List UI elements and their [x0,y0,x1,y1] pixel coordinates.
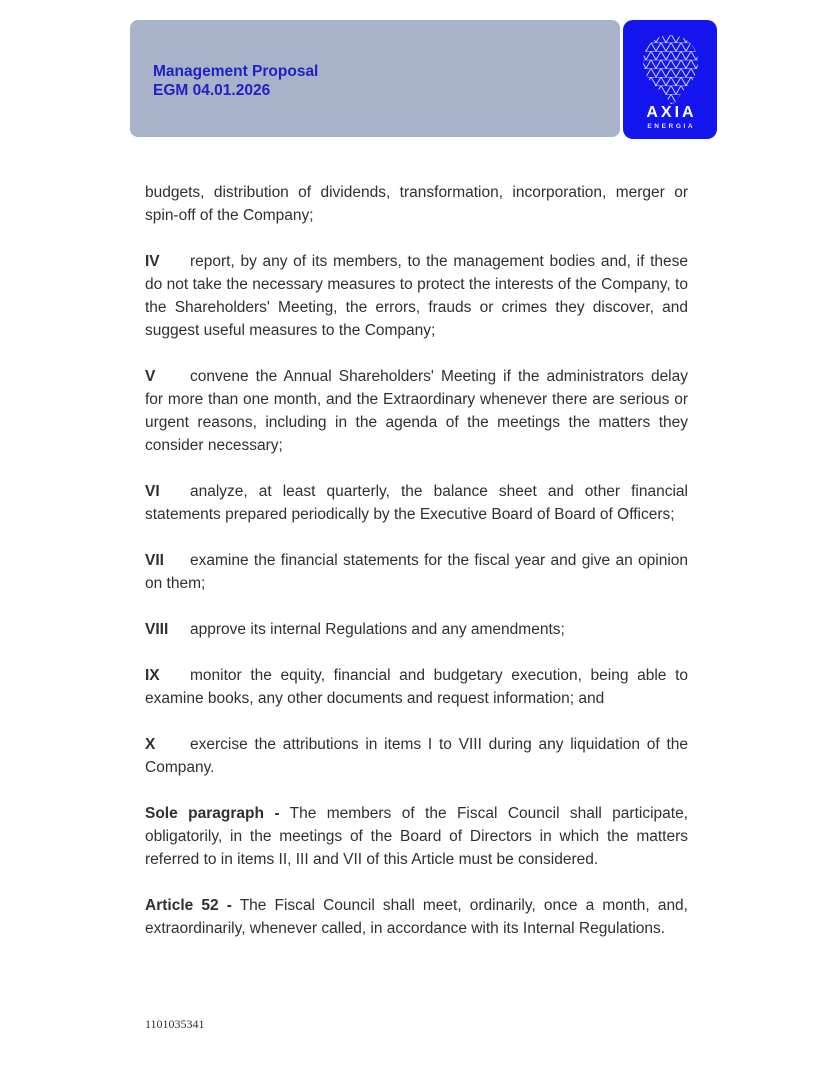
header-banner [130,20,620,137]
paragraph-text: The Fiscal Council shall meet, ordinarily, once a month, and, extraordinarily, whenever called, in accordance with its Internal Regulations. [145,897,688,937]
item-text: examine the financial statements for the fiscal year and give an opinion on them; [145,552,688,592]
company-logo [623,20,717,139]
logo-brand-text: AXIA [646,104,697,121]
geodesic-sphere-icon [641,34,700,105]
list-item-v [145,365,688,457]
continuation-paragraph: budgets, distribution of dividends, transformation, incorporation, merger or spin-off of the Company; [145,184,688,224]
item-numeral: VIII [145,621,169,638]
footer-code: 1101035341 [145,1017,205,1031]
item-text: analyze, at least quarterly, the balance sheet and other financial statements prepared periodically by the Executive Board of Board of Officers; [145,483,688,523]
item-numeral: VI [145,483,160,500]
article-52-paragraph [145,894,688,940]
list-item-vii [145,549,688,595]
paragraph-lead: Article 52 - [145,897,232,914]
logo-subtext: ENERGIA [647,123,696,130]
item-numeral: VII [145,552,164,569]
item-text: convene the Annual Shareholders' Meeting if the administrators delay for more than one month, and the Extraordinary whenever there are serious or urgent reasons, including in the agenda of the meetings the matters they consider necessary; [145,368,688,454]
paragraph-text: The members of the Fiscal Council shall participate, obligatorily, in the meetings of the Board of Directors in which the matters referred to in items II, III and VII of this Article must be considered. [145,805,688,868]
paragraph-lead: Sole paragraph - [145,805,280,822]
list-item-viii [145,618,688,641]
list-item-iv [145,250,688,342]
sole-paragraph [145,802,688,871]
item-text: exercise the attributions in items I to VIII during any liquidation of the Company. [145,736,688,776]
page-title [153,62,318,100]
page-title-line1: Management Proposal [153,63,319,80]
item-numeral: V [145,368,156,385]
list-item-ix [145,664,688,710]
item-numeral: IV [145,253,160,270]
page-title-line2: EGM 04.01.2026 [153,82,271,99]
item-numeral: IX [145,667,160,684]
item-numeral: X [145,736,156,753]
item-text: report, by any of its members, to the management bodies and, if these do not take the necessary measures to protect the interests of the Company, to the Shareholders' Meeting, the errors, frauds or crimes they discover, and suggest useful measures to the Company; [145,253,688,339]
list-item-vi [145,480,688,526]
list-item-x [145,733,688,779]
item-text: approve its internal Regulations and any amendments; [190,621,565,638]
document-body [145,181,688,963]
item-text: monitor the equity, financial and budgetary execution, being able to examine books, any other documents and request information; and [145,667,688,707]
